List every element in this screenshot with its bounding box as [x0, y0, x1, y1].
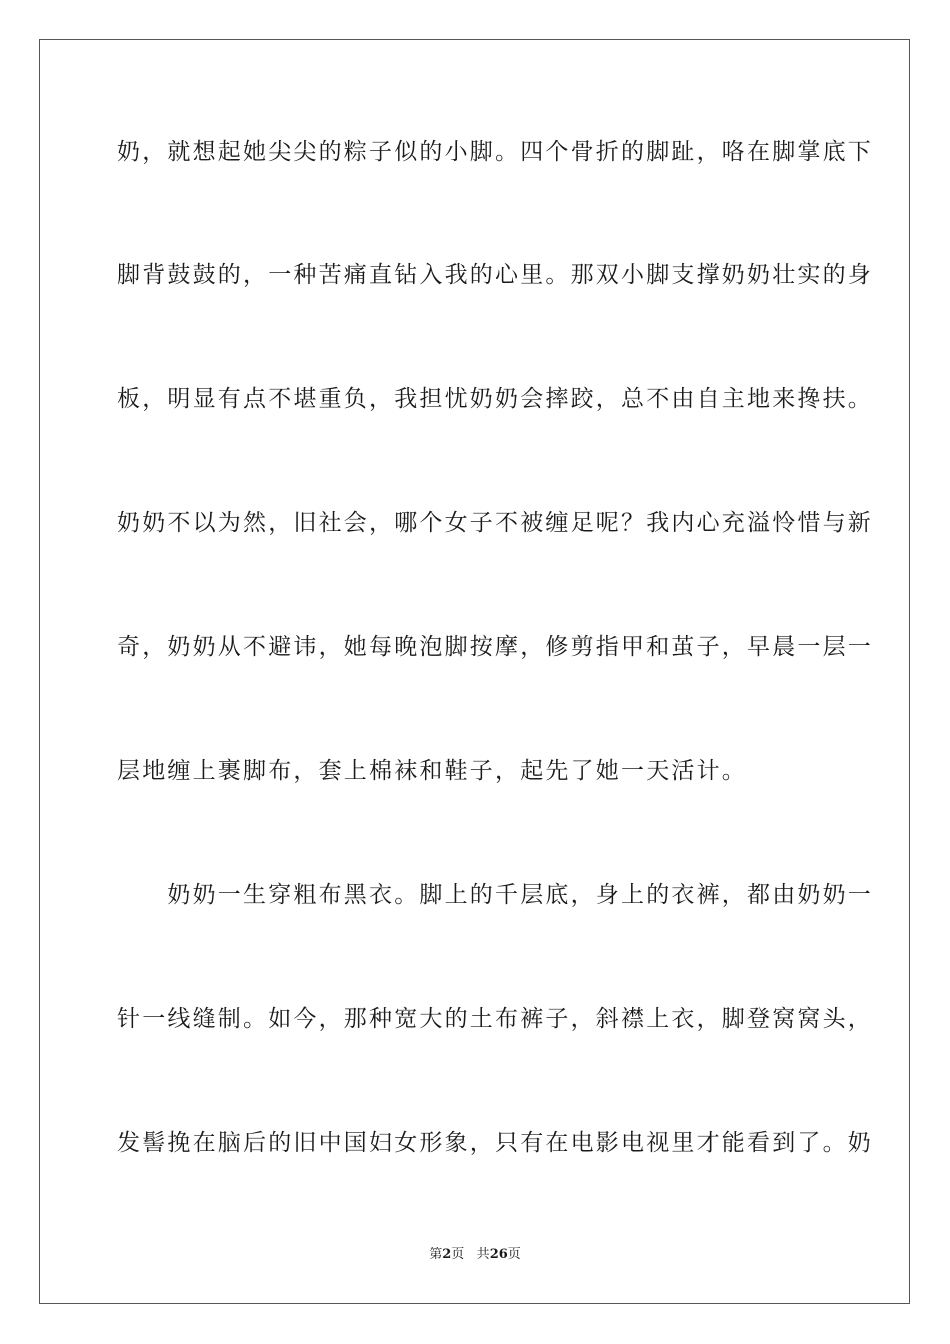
page-border	[39, 39, 910, 1304]
total-prefix: 共	[476, 1247, 490, 1262]
page-number: 2	[442, 1247, 452, 1262]
text-line: 板，明显有点不堪重负，我担忧奶奶会摔跤，总不由自主地来搀扶。	[117, 386, 873, 412]
text-line: 奇，奶奶从不避讳，她每晚泡脚按摩，修剪指甲和茧子，早晨一层一	[117, 634, 873, 660]
page-suffix: 页	[451, 1247, 465, 1262]
text-line: 发髻挽在脑后的旧中国妇女形象，只有在电影电视里才能看到了。奶	[117, 1130, 873, 1156]
total-suffix: 页	[507, 1247, 521, 1262]
text-line: 脚背鼓鼓的，一种苦痛直钻入我的心里。那双小脚支撑奶奶壮实的身	[117, 262, 873, 288]
text-line: 奶，就想起她尖尖的粽子似的小脚。四个骨折的脚趾，咯在脚掌底下	[117, 139, 873, 165]
text-line: 奶奶一生穿粗布黑衣。脚上的千层底，身上的衣裤，都由奶奶一	[117, 882, 873, 908]
text-line: 层地缠上裹脚布，套上棉袜和鞋子，起先了她一天活计。	[117, 758, 747, 784]
page-footer	[0, 1247, 950, 1263]
text-line: 奶奶不以为然，旧社会，哪个女子不被缠足呢？我内心充溢怜惜与新	[117, 510, 873, 536]
page-prefix: 第	[429, 1247, 443, 1262]
text-line: 针一线缝制。如今，那种宽大的土布裤子，斜襟上衣，脚登窝窝头，	[117, 1006, 873, 1032]
total-pages: 26	[489, 1247, 508, 1262]
